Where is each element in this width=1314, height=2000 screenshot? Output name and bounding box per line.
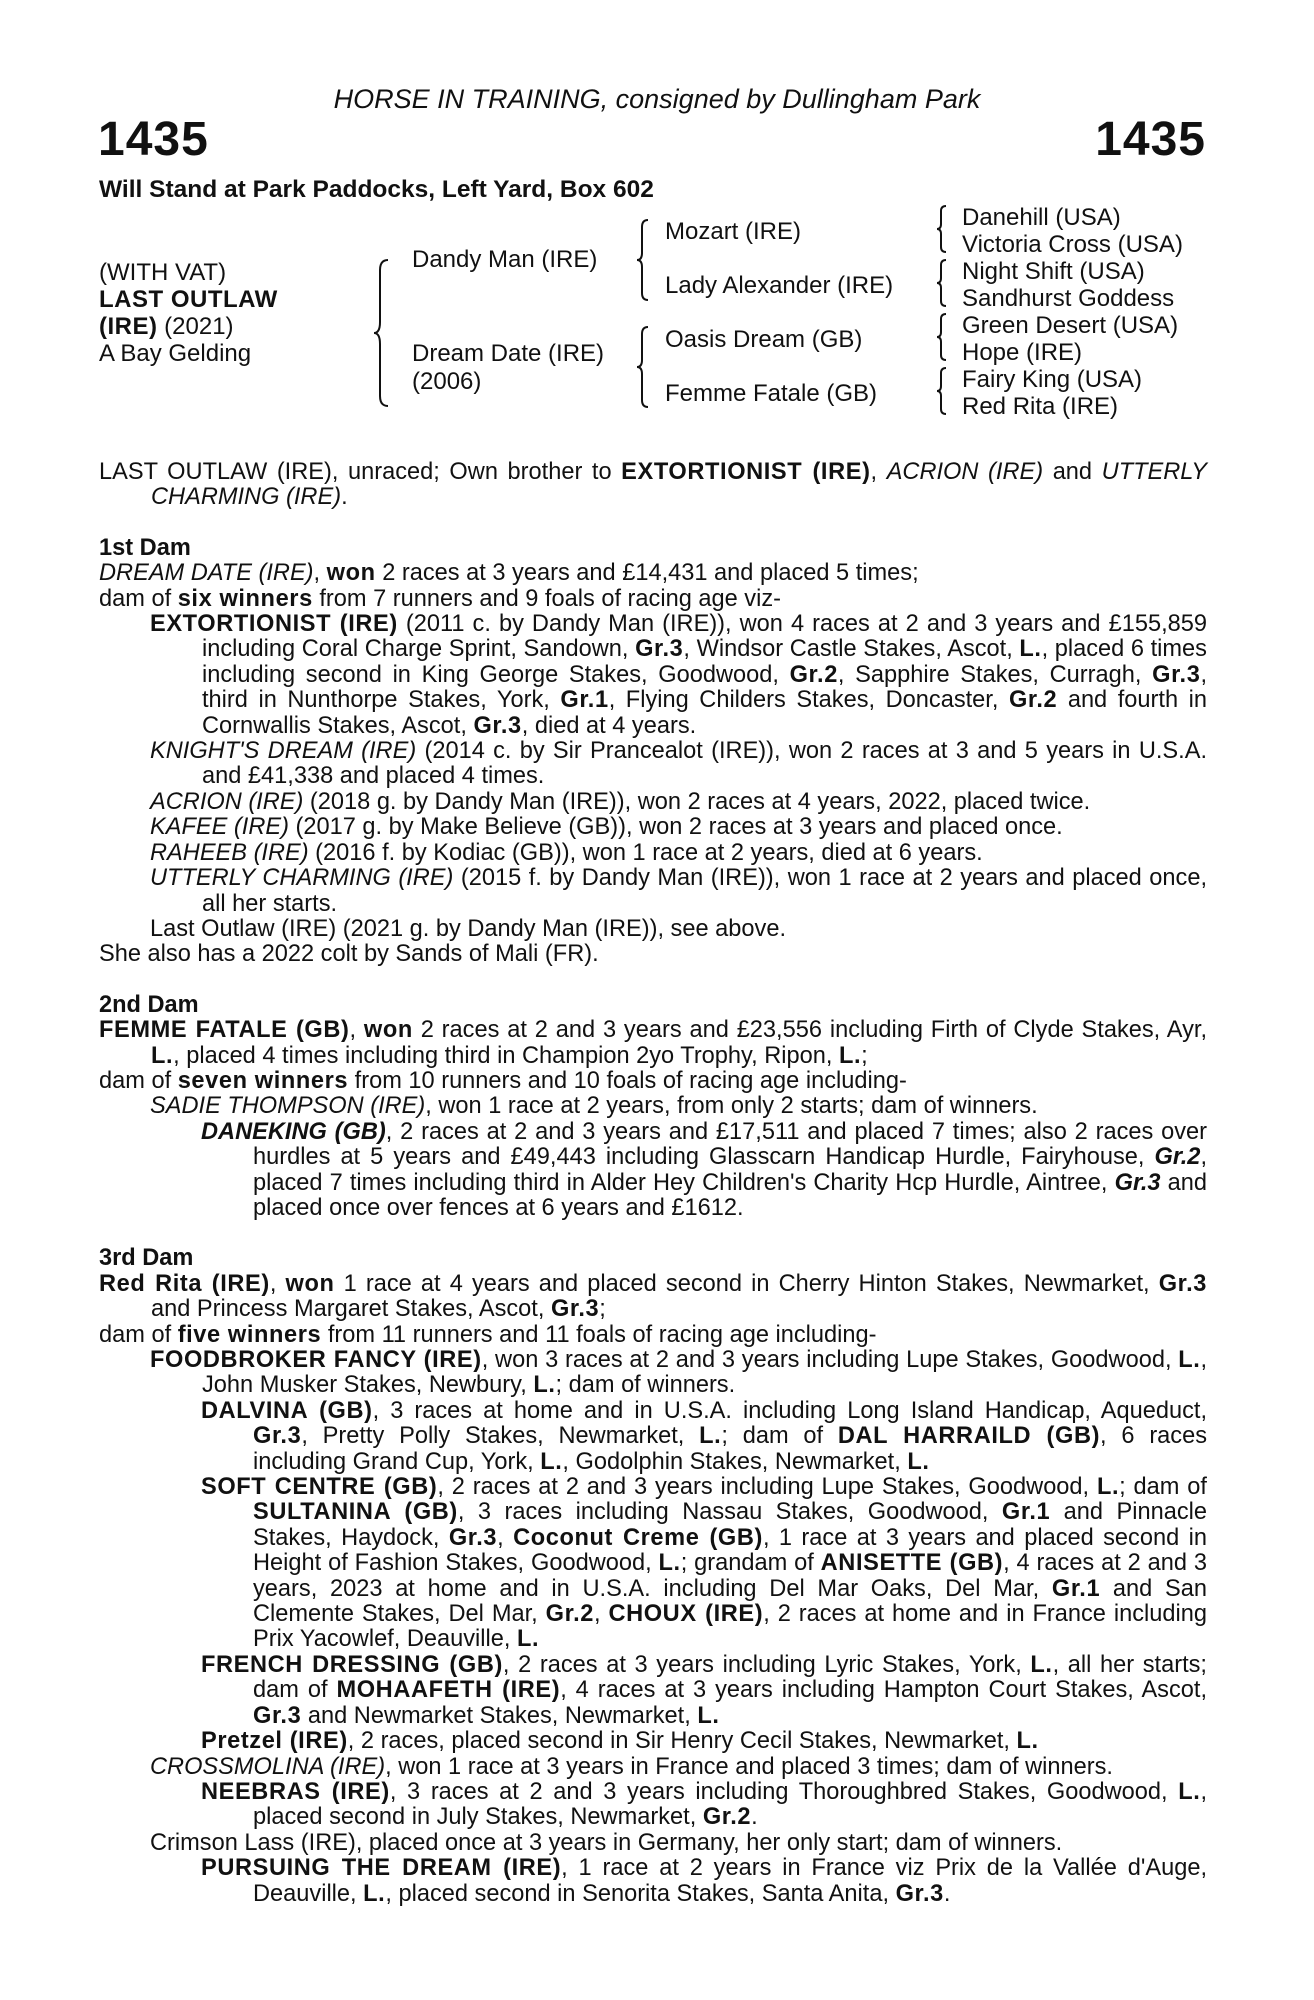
pedigree-brace-sire: [635, 218, 651, 302]
second-dam-heading: 2nd Dam: [99, 991, 199, 1018]
granddam-3: Hope (IRE): [962, 339, 1083, 366]
produce-utterly-charming: UTTERLY CHARMING (IRE) (2015 f. by Dandy Man (IRE)), won 1 race at 2 years and placed once, all her starts.: [150, 865, 1207, 917]
produce-soft-centre: SOFT CENTRE (GB), 2 races at 2 and 3 years including Lupe Stakes, Goodwood, L.; dam of SULTANINA (GB), 3 races including Nassau Stakes, Goodwood, Gr.1 and Pinnacle Stakes, Haydock, Gr.3, Coconut Creme (GB), 1 race at 3 years and placed second in Height of Fashion Stakes, Goodwood, L.; grandam of ANISETTE (GB), 4 races at 2 and 3 years, 2023 at home and in U.S.A. including Del Mar Oaks, Del Mar, Gr.1 and San Clemente Stakes, Del Mar, Gr.2, CHOUX (IRE), 2 races at home and in France including Prix Yacowlef, Deauville, L.: [201, 1474, 1207, 1653]
pedigree-brace-g1: [935, 204, 949, 254]
first-dam-record: DREAM DATE (IRE), won 2 races at 3 years and £14,431 and placed 5 times;: [99, 560, 919, 587]
pedigree-brace-main: [372, 258, 392, 408]
grandsire-2: Night Shift (USA): [962, 258, 1145, 285]
intro-paragraph: LAST OUTLAW (IRE), unraced; Own brother to EXTORTIONIST (IRE), ACRION (IRE) and UTTERLY CHARMING (IRE).: [99, 459, 1207, 511]
produce-crossmolina: CROSSMOLINA (IRE), won 1 race at 3 years in France and placed 3 times; dam of winners.: [150, 1753, 1113, 1780]
stand-location: Will Stand at Park Paddocks, Left Yard, Box 602: [99, 176, 654, 203]
produce-acrion: ACRION (IRE) (2018 g. by Dandy Man (IRE)), won 2 races at 4 years, 2022, placed twice.: [150, 788, 1091, 815]
produce-dalvina: DALVINA (GB), 3 races at home and in U.S.A. including Long Island Handicap, Aqueduct, Gr.3, Pretty Polly Stakes, Newmarket, L.; dam of DAL HARRAILD (GB), 6 races including Grand Cup, York, L., Godolphin Stakes, Newmarket, L.: [201, 1397, 1208, 1475]
dam-year: (2006): [412, 368, 482, 395]
pedigree-brace-g3: [935, 312, 949, 362]
horse-name-suffix: (IRE): [99, 313, 158, 340]
grandsire-3: Green Desert (USA): [962, 312, 1179, 339]
grandsire-4: Fairy King (USA): [962, 366, 1143, 393]
horse-name: LAST OUTLAW: [99, 286, 278, 313]
granddam-2: Sandhurst Goddess: [962, 285, 1175, 312]
dam: Dream Date (IRE): [412, 340, 605, 367]
pedigree-brace-g2: [935, 258, 949, 308]
first-dam-heading: 1st Dam: [99, 534, 191, 561]
sire-dam: Lady Alexander (IRE): [665, 272, 894, 299]
sire-sire: Mozart (IRE): [665, 218, 802, 245]
produce-kafee: KAFEE (IRE) (2017 g. by Make Believe (GB)), won 2 races at 3 years and placed once.: [150, 814, 1063, 841]
produce-french-dressing: FRENCH DRESSING (GB), 2 races at 3 years including Lyric Stakes, York, L., all her starts; dam of MOHAAFETH (IRE), 4 races at 3 years including Hampton Court Stakes, Ascot, Gr.3 and Newmarket Stakes, Newmarket, L.: [201, 1651, 1208, 1729]
first-dam-also: She also has a 2022 colt by Sands of Mali (FR).: [99, 941, 599, 968]
dam-dam: Femme Fatale (GB): [665, 380, 878, 407]
produce-extortionist: EXTORTIONIST (IRE) (2011 c. by Dandy Man (IRE)), won 4 races at 2 and 3 years and £155,859 including Coral Charge Sprint, Sandown, Gr.3, Windsor Castle Stakes, Ascot, L., placed 6 times including second in King George Stakes, Goodwood, Gr.2, Sapphire Stakes, Curragh, Gr.3, third in Nunthorpe Stakes, York, Gr.1, Flying Childers Stakes, Doncaster, Gr.2 and fourth in Cornwallis Stakes, Ascot, Gr.3, died at 4 years.: [150, 611, 1208, 739]
first-dam-produce-summary: dam of six winners from 7 runners and 9 foals of racing age viz-: [99, 585, 781, 612]
produce-foodbroker-fancy: FOODBROKER FANCY (IRE), won 3 races at 2 and 3 years including Lupe Stakes, Goodwood, L., John Musker Stakes, Newbury, L.; dam of winners.: [150, 1347, 1208, 1399]
dam-sire: Oasis Dream (GB): [665, 326, 863, 353]
pedigree-brace-dam: [635, 325, 651, 409]
third-dam-heading: 3rd Dam: [99, 1245, 194, 1272]
produce-last-outlaw: Last Outlaw (IRE) (2021 g. by Dandy Man (IRE)), see above.: [150, 915, 786, 942]
horse-description: A Bay Gelding: [99, 340, 252, 367]
produce-neebras: NEEBRAS (IRE), 3 races at 2 and 3 years including Thoroughbred Stakes, Goodwood, L., placed second in July Stakes, Newmarket, Gr.2.: [201, 1778, 1207, 1831]
granddam-4: Red Rita (IRE): [962, 393, 1119, 420]
third-dam-record: Red Rita (IRE), won 1 race at 4 years and placed second in Cherry Hinton Stakes, Newmarket, Gr.3 and Princess Margaret Stakes, Ascot, Gr.3;: [99, 1270, 1207, 1323]
grandsire-1: Danehill (USA): [962, 204, 1121, 231]
produce-raheeb: RAHEEB (IRE) (2016 f. by Kodiac (GB)), won 1 race at 2 years, died at 6 years.: [150, 839, 983, 866]
produce-pursuing-the-dream: PURSUING THE DREAM (IRE), 1 race at 2 years in France viz Prix de la Vallée d'Auge, Deauville, L., placed second in Senorita Stakes, Santa Anita, Gr.3.: [201, 1855, 1207, 1907]
produce-knights-dream: KNIGHT'S DREAM (IRE) (2014 c. by Sir Prancealot (IRE)), won 2 races at 3 and 5 years in U.S.A. and £41,338 and placed 4 times.: [150, 738, 1208, 790]
third-dam-produce-summary: dam of five winners from 11 runners and 11 foals of racing age including-: [99, 1321, 877, 1348]
produce-sadie-thompson: SADIE THOMPSON (IRE), won 1 race at 2 years, from only 2 starts; dam of winners.: [150, 1093, 1038, 1120]
catalogue-body: [99, 460, 1207, 1907]
produce-crimson-lass: Crimson Lass (IRE), placed once at 3 years in Germany, her only start; dam of winners.: [150, 1829, 1063, 1856]
second-dam-record: FEMME FATALE (GB), won 2 races at 2 and 3 years and £23,556 including Firth of Clyde Stakes, Ayr, L., placed 4 times including third in Champion 2yo Trophy, Ripon, L.;: [99, 1017, 1207, 1069]
vat-label: (WITH VAT): [99, 259, 227, 286]
second-dam-produce-summary: dam of seven winners from 10 runners and 10 foals of racing age including-: [99, 1067, 907, 1094]
horse-info: [99, 259, 278, 367]
lot-number-right: 1435: [1095, 113, 1206, 166]
pedigree-brace-g4: [935, 366, 949, 416]
produce-daneking: DANEKING (GB), 2 races at 2 and 3 years and £17,511 and placed 7 times; also 2 races over hurdles at 5 years and £49,443 including Glasscarn Handicap Hurdle, Fairyhouse, Gr.2, placed 7 times including third in Alder Hey Children's Charity Hcp Hurdle, Aintree, Gr.3 and placed once over fences at 6 years and £1612.: [201, 1118, 1208, 1221]
granddam-1: Victoria Cross (USA): [962, 231, 1183, 258]
consignment-line: HORSE IN TRAINING, consigned by Dullingham Park: [333, 84, 981, 114]
lot-number-left: 1435: [98, 113, 209, 166]
produce-pretzel: Pretzel (IRE), 2 races, placed second in Sir Henry Cecil Stakes, Newmarket, L.: [201, 1728, 1039, 1755]
horse-year: (2021): [164, 313, 234, 340]
sire: Dandy Man (IRE): [412, 246, 598, 273]
